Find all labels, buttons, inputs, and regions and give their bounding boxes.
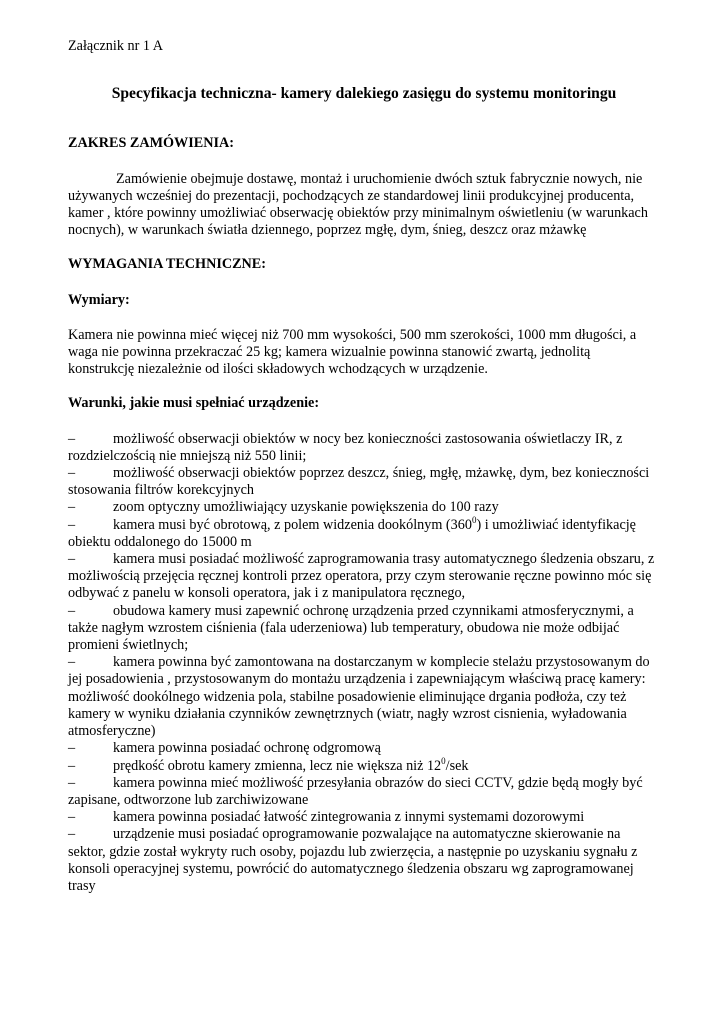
list-item: [68, 740, 660, 757]
list-item-text: zoom optyczny umożliwiający uzyskanie powiększenia do 100 razy: [113, 499, 499, 516]
list-item: [68, 603, 660, 655]
list-item: [68, 826, 660, 895]
degree-superscript: 0: [441, 755, 446, 766]
list-item: [68, 431, 660, 465]
dash-marker: –: [68, 516, 76, 533]
list-item: [68, 775, 660, 809]
technical-requirements-heading: WYMAGANIA TECHNICZNE:: [68, 256, 266, 273]
list-item-text: kamera powinna mieć możliwość przesyłania obrazów do sieci CCTV, gdzie będą mogły być zapisane, odtworzone lub zarchiwizowane: [68, 774, 643, 808]
list-item-text: kamera powinna posiadać ochronę odgromową: [113, 740, 381, 757]
list-item-text: możliwość obserwacji obiektów poprzez deszcz, śnieg, mgłę, mżawkę, dym, bez konieczności stosowania filtrów korekcyjnych: [68, 465, 650, 499]
list-item: [68, 551, 660, 603]
dash-marker: –: [68, 499, 76, 516]
dimensions-paragraph: Kamera nie powinna mieć więcej niż 700 mm wysokości, 500 mm szerokości, 1000 mm długości, a waga nie powinna przekraczać 25 kg; kamera wizualnie powinna stanowić zwartą, jednolitą konstrukcję niezależnie od ilości składowych wchodzących w urządzenie.: [68, 326, 637, 378]
dash-marker: –: [68, 809, 76, 826]
list-item-text: kamera powinna posiadać łatwość zintegrowania z innymi systemami dozorowymi: [113, 809, 585, 826]
document-page: [68, 38, 660, 895]
annex-label: Załącznik nr 1 A: [68, 38, 163, 54]
conditions-heading: Warunki, jakie musi spełniać urządzenie:: [68, 395, 320, 412]
degree-superscript: 0: [471, 514, 477, 525]
list-item-text: kamera musi być obrotową, z polem widzenia dookólnym (360: [113, 516, 472, 533]
list-item-text: urządzenie musi posiadać oprogramowanie pozwalające na automatyczne skierowanie na sektor, gdzie został wykryty ruch osoby, pojazdu lub zwierzęcia, a następnie po uzyskaniu sygnału z konsoli operacyjnej systemu, powrócić do automatycznego śledzenia obszaru wg zaprogramowanej trasy: [68, 826, 638, 894]
list-item-text-tail: /sek: [445, 757, 469, 774]
order-scope-heading: ZAKRES ZAMÓWIENIA:: [68, 135, 234, 152]
dash-marker: –: [68, 465, 76, 482]
requirements-list: [68, 431, 660, 895]
list-item-text-tail: ) i umożliwiać identyfikację obiektu oddalonego do 15000 m: [68, 516, 636, 550]
dash-marker: –: [68, 551, 76, 568]
dash-marker: –: [68, 774, 76, 791]
list-item-text: kamera musi posiadać możliwość zaprogramowania trasy automatycznego śledzenia obszaru, z możliwością przejęcia ręcznej kontroli przez operatora, przy czym sterowanie ręczne powinno móc się odbywać z panelu w konsoli operatora, jak i z manipulatora ręcznego,: [68, 551, 655, 602]
dash-marker: –: [68, 602, 76, 619]
list-item-text: obudowa kamery musi zapewnić ochronę urządzenia przed czynnikami atmosferycznymi, a także nagłym wzrostem ciśnienia (fala uderzeniowa) lub temperatury, obudowa nie może odbijać promieni świetlnych;: [68, 602, 634, 654]
list-item: [68, 514, 660, 551]
order-scope-paragraph: Zamówienie obejmuje dostawę, montaż i uruchomienie dwóch sztuk fabrycznie nowych, nie używanych wcześniej do prezentacji, pochodzących ze standardowej linii produkcyjnej producenta, kamer , które powinny umożliwiać obserwację obiektów przy minimalnym oświetleniu (w warunkach nocnych), w warunkach światła dziennego, poprzez mgłę, dym, śnieg, deszcz oraz mżawkę: [68, 170, 648, 239]
list-item-text: prędkość obrotu kamery zmienna, lecz nie większa niż 12: [113, 757, 442, 774]
list-item: [68, 499, 660, 516]
list-item: [68, 465, 660, 499]
list-item: [68, 809, 660, 826]
dash-marker: –: [68, 826, 76, 843]
list-item-text: możliwość obserwacji obiektów w nocy bez konieczności zastosowania oświetlaczy IR, z rozdzielczością nie mniejszą niż 550 linii;: [68, 430, 623, 464]
list-item: [68, 755, 660, 775]
dash-marker: –: [68, 654, 76, 671]
dash-marker: –: [68, 740, 76, 757]
dash-marker: –: [68, 757, 76, 774]
dash-marker: –: [68, 430, 76, 447]
list-item: [68, 654, 660, 740]
list-item-text: kamera powinna być zamontowana na dostarczanym w komplecie stelażu przystosowanym do jej posadowienia , przystosowanym do montażu urządzenia i zapewniającym właściwą pracę kamery: możliwość dookólnego widzenia pola, stabilne posadowienie eliminujące drgania podłoża, czy też kamery w wyniku działania czynników zewnętrznych (wiatr, nagły wzrost cisnienia, wyładowania atmosferyczne): [68, 654, 650, 740]
document-title: Specyfikacja techniczna- kamery dalekiego zasięgu do systemu monitoringu: [111, 85, 617, 103]
dimensions-heading: Wymiary:: [68, 291, 130, 308]
